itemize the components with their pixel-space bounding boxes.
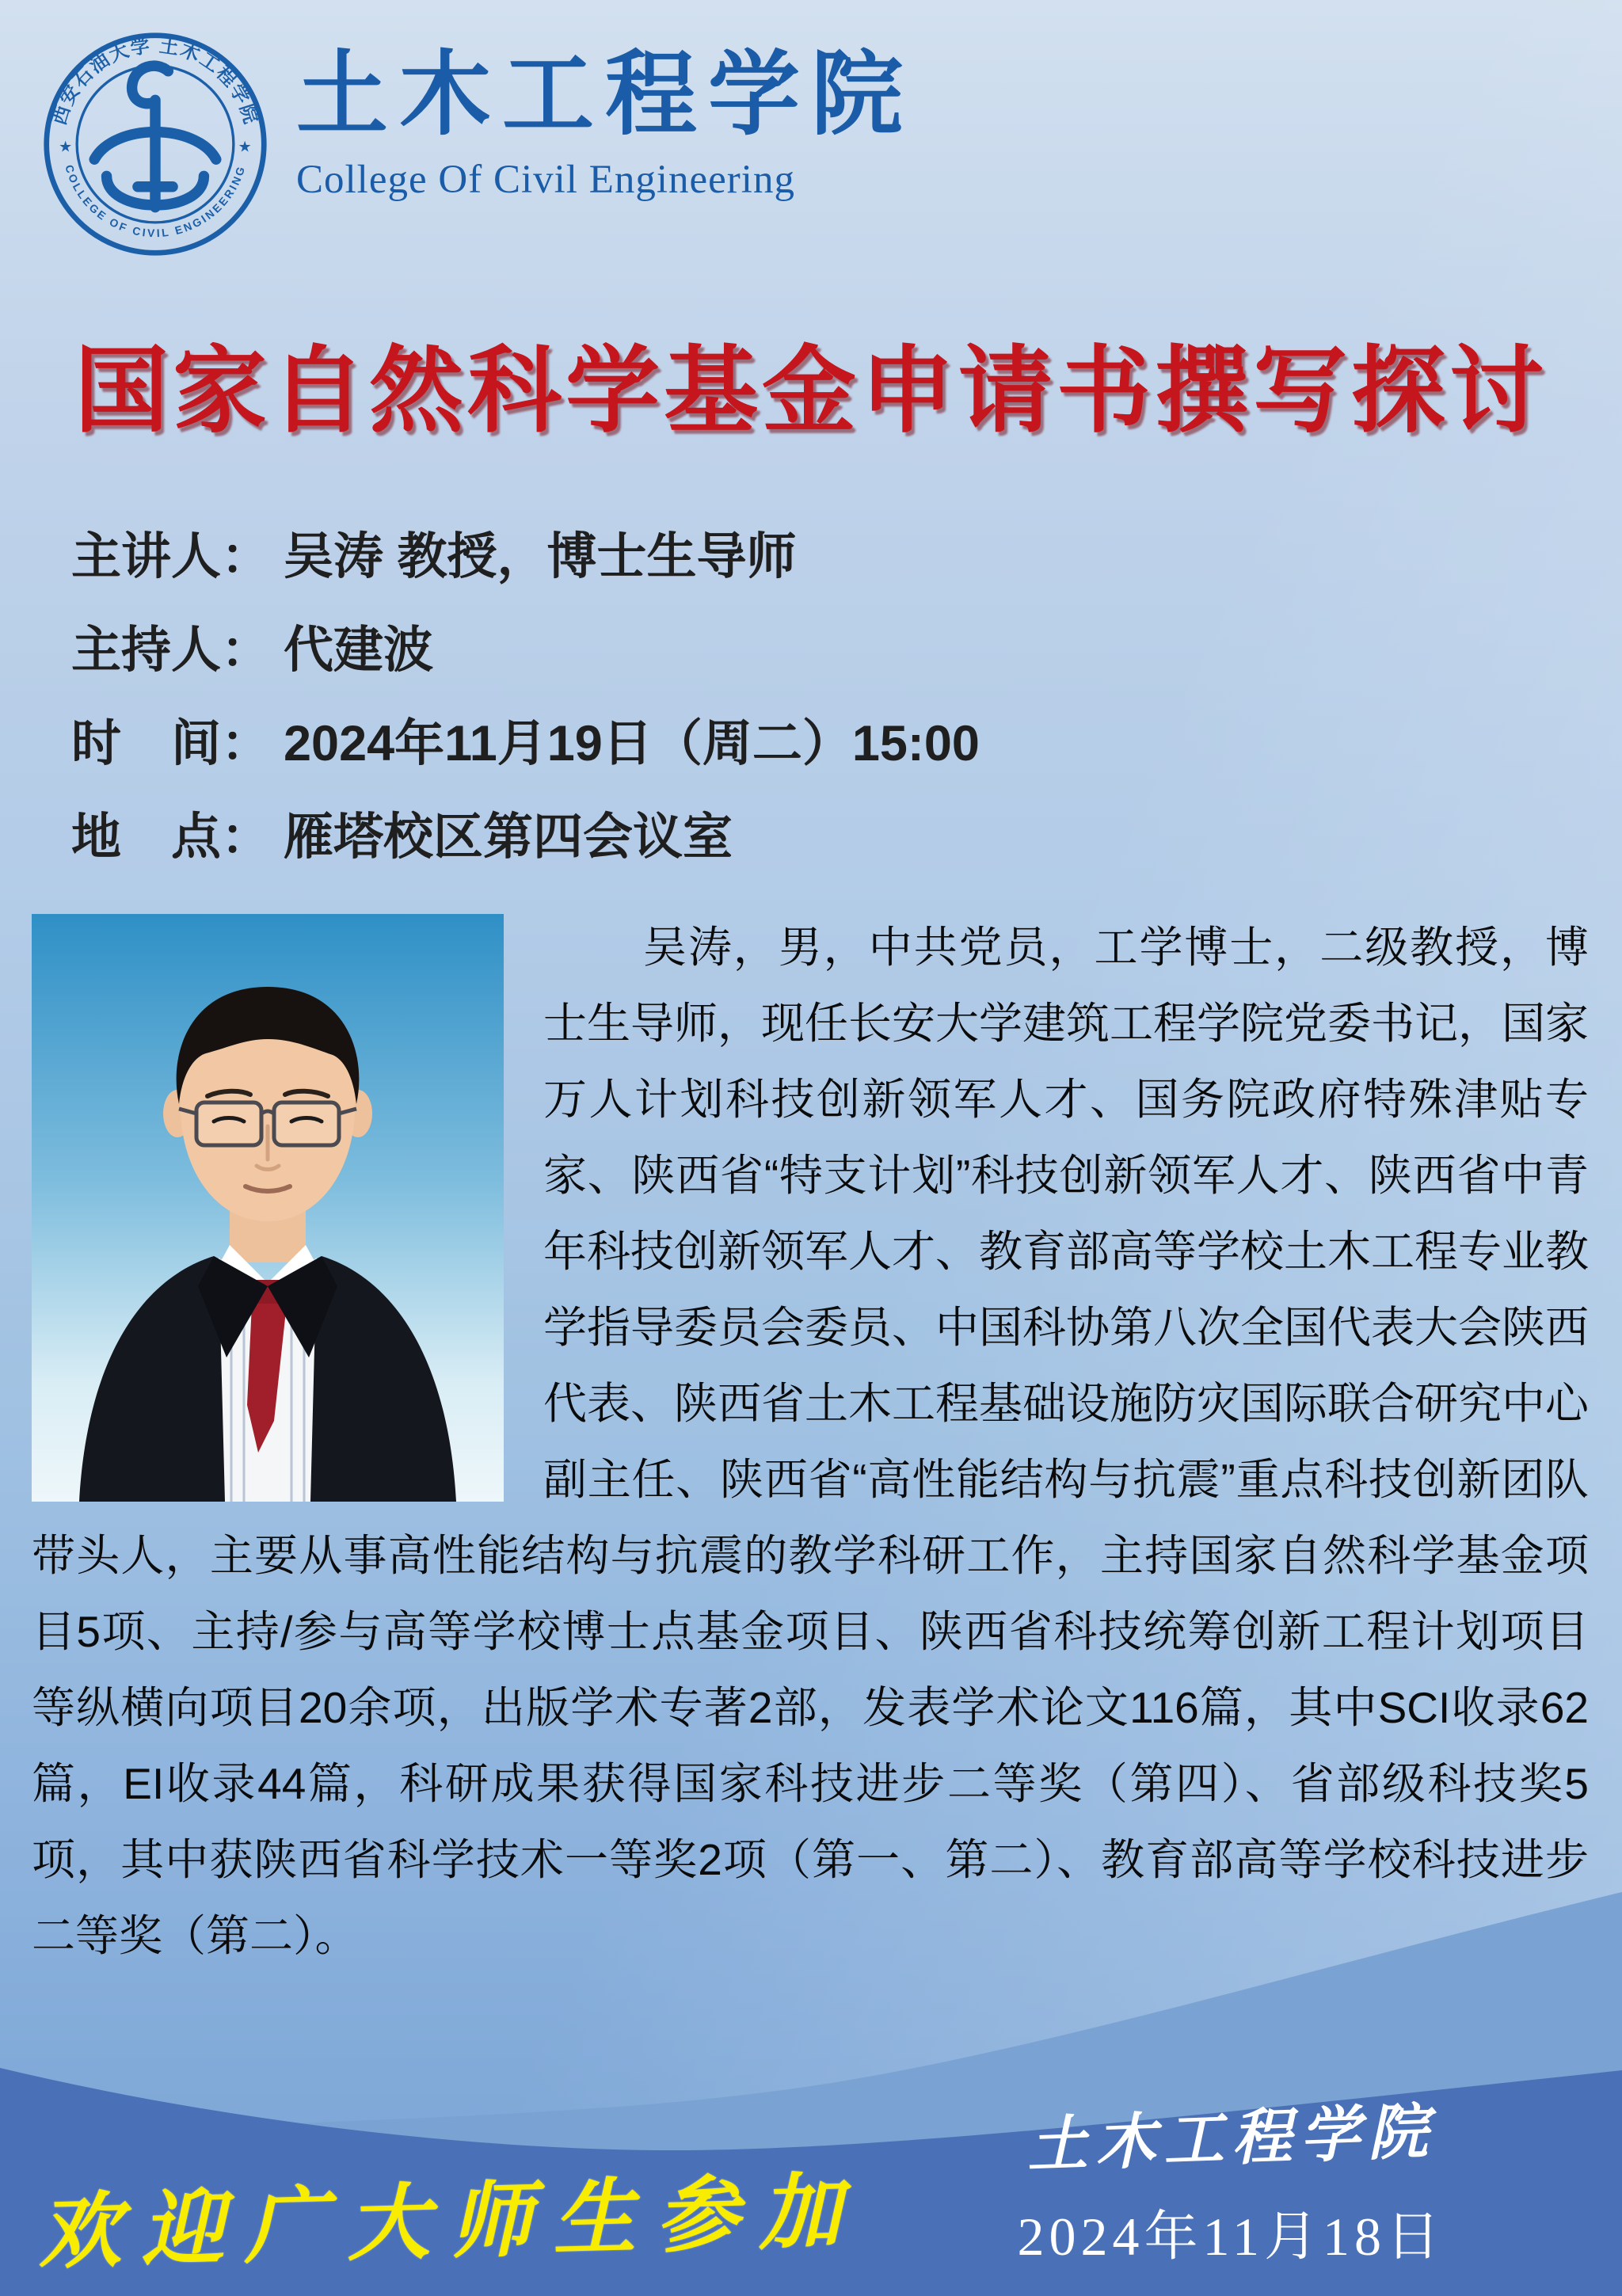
info-row-host — [71, 610, 980, 703]
logo-arc-top-text: 西安石油大学 土木工程学院 — [48, 35, 262, 128]
speaker-label: 主讲人： — [71, 529, 271, 584]
speaker-photo — [32, 914, 504, 1502]
location-label: 地 点： — [71, 809, 271, 865]
college-name-en: College Of Civil Engineering — [296, 157, 795, 202]
info-row-time — [71, 703, 980, 797]
logo-arc-bottom-text: COLLEGE OF CIVIL ENGINEERING — [63, 163, 248, 240]
logo-center-emblem — [94, 66, 216, 208]
header-text — [296, 30, 914, 203]
info-row-speaker — [71, 516, 980, 610]
college-seal-logo — [41, 30, 269, 258]
header — [41, 30, 914, 258]
page-title: 国家自然科学基金申请书撰写探讨 — [74, 338, 1548, 444]
time-value: 2024年11月19日（周二）15:00 — [284, 716, 980, 771]
info-row-location — [71, 797, 980, 890]
footer-college-name: 土木工程学院 — [1026, 2099, 1437, 2180]
logo-star-right-icon: ★ — [238, 139, 252, 156]
college-name-cn: 土木工程学院 — [296, 45, 914, 147]
location-value: 雁塔校区第四会议室 — [284, 809, 733, 865]
footer-signature-block — [1018, 2090, 1445, 2271]
speaker-bio-text: 吴涛，男，中共党员，工学博士，二级教授，博士生导师，现任长安大学建筑工程学院党委书记，国家万人计划科技创新领军人才、国务院政府特殊津贴专家、陕西省“特支计划”科技创新领军人才、陕西省中青年科技创新领军人才、教育部高等学校土木工程专业教学指导委员会委员、中国科协第八次全国代表大会陕西代表、陕西省土木工程基础设施防灾国际联合研究中心副主任、陕西省“高性能结构与抗震”重点科技创新团队带头人，主要从事高性能结构与抗震的教学科研工作，主持国家自然科学基金项目5项、主持/参与高等学校博士点基金项目、陕西省科技统筹创新工程计划项目等纵横向项目20余项，出版学术专著2部，发表学术论文116篇，其中SCI收录62篇，EI收录44篇，科研成果获得国家科技进步二等奖（第四）、省部级科技奖5项，其中获陕西省科学技术一等奖2项（第一、第二）、教育部高等学校科技进步二等奖（第二）。 — [32, 923, 1590, 1960]
speaker-value: 吴涛 教授，博士生导师 — [284, 529, 797, 584]
event-info — [71, 516, 980, 890]
footer-date: 2024年11月18日 — [1017, 2207, 1445, 2267]
time-label: 时 间： — [71, 716, 271, 771]
welcome-message: 欢迎广大师生参加 — [36, 2166, 863, 2279]
speaker-portrait-illustration — [32, 914, 504, 1502]
host-value: 代建波 — [284, 623, 433, 678]
host-label: 主持人： — [71, 623, 271, 678]
logo-star-left-icon: ★ — [59, 139, 73, 156]
footer — [0, 1883, 1622, 2296]
speaker-bio-section — [32, 909, 1589, 1974]
